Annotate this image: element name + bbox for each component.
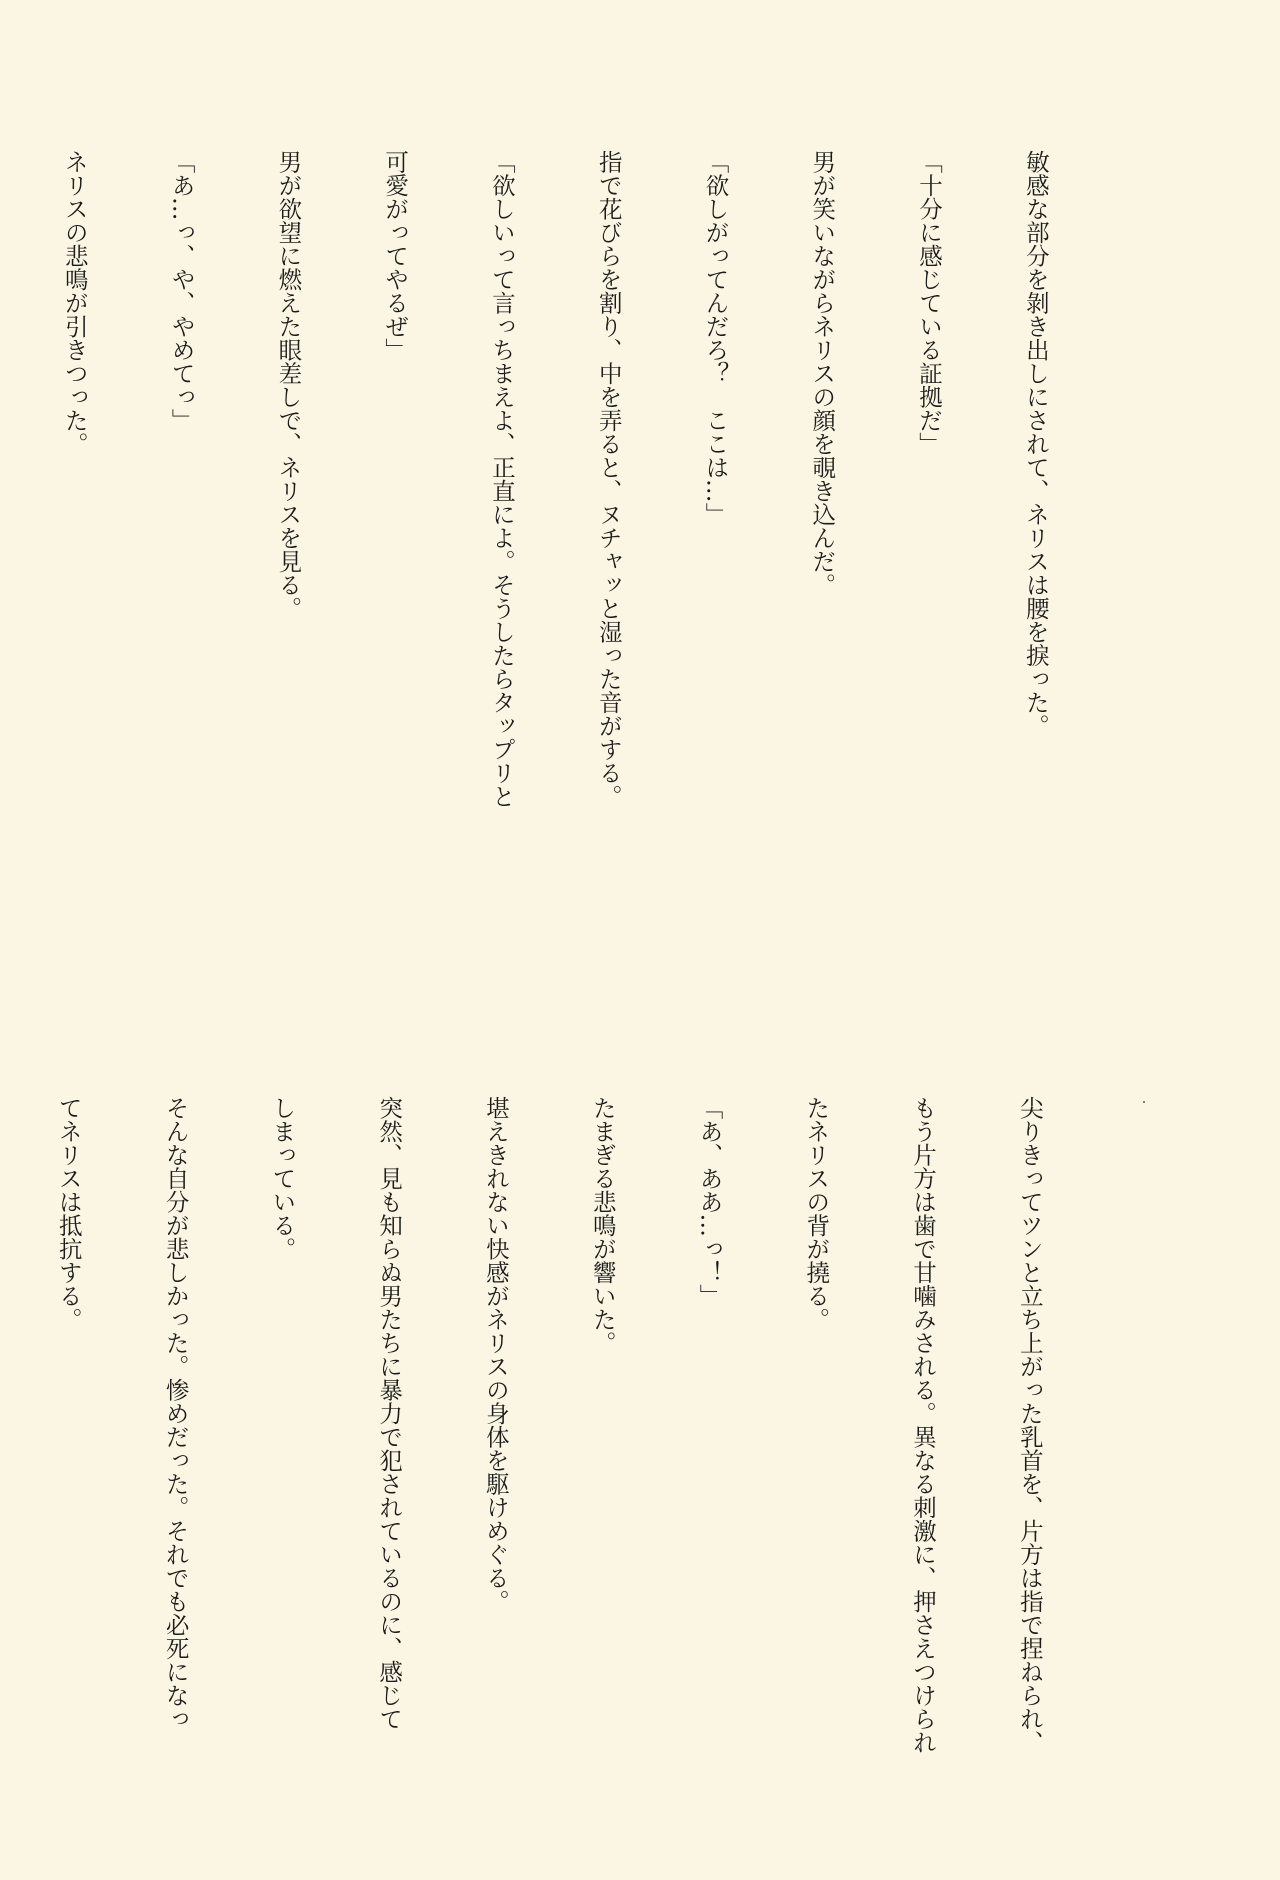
text-line: 尖りきってツンと立ち上がった乳首を、片方は指で捏ねられ、 xyxy=(1015,1096,1044,1754)
text-line: 指で花びらを割り、中を弄ると、ヌチャッと湿った音がする。 xyxy=(594,150,623,808)
text-line: 突然、見も知らぬ男たちに暴力で犯されているのに、感じて xyxy=(375,1096,404,1731)
text-line: もう片方は歯で甘噛みされる。異なる刺激に、押さえつけられ xyxy=(909,1096,938,1754)
text-line: 堪えきれない快感がネリスの身体を駆けめぐる。 xyxy=(481,1096,510,1613)
text-line: そんな自分が悲しかった。惨めだった。それでも必死になっ xyxy=(161,1096,190,1731)
scan-speck xyxy=(1143,1101,1145,1103)
lower-text-block xyxy=(0,1096,1118,1796)
text-line: 男が笑いながらネリスの顔を覗き込んだ。 xyxy=(808,150,837,597)
text-line: たまぎる悲鳴が響いた。 xyxy=(588,1096,617,1355)
text-line: しまっている。 xyxy=(268,1096,297,1261)
text-line: たネリスの背が撓る。 xyxy=(802,1096,831,1331)
text-line: ネリスの悲鳴が引きつった。 xyxy=(60,150,89,456)
text-line: 「あ…っ、や、やめてっ」 xyxy=(167,150,196,432)
text-line: てネリスは抵抗する。 xyxy=(54,1096,83,1331)
text-line: 「欲しいって言っちまえよ、正直によ。そうしたらタップリと xyxy=(487,150,516,808)
text-line: 「欲しがってんだろ？ ここは…」 xyxy=(701,150,730,526)
text-line: 「十分に感じている証拠だ」 xyxy=(915,150,944,456)
upper-text-block xyxy=(0,150,1124,910)
text-line: 男が欲望に燃えた眼差しで、ネリスを見る。 xyxy=(274,150,303,620)
text-line: 可愛がってやるぜ」 xyxy=(381,150,410,362)
text-line: 「あ、ああ…っ！」 xyxy=(695,1096,724,1308)
text-line: 敏感な部分を剝き出しにされて、ネリスは腰を捩った。 xyxy=(1021,150,1050,738)
